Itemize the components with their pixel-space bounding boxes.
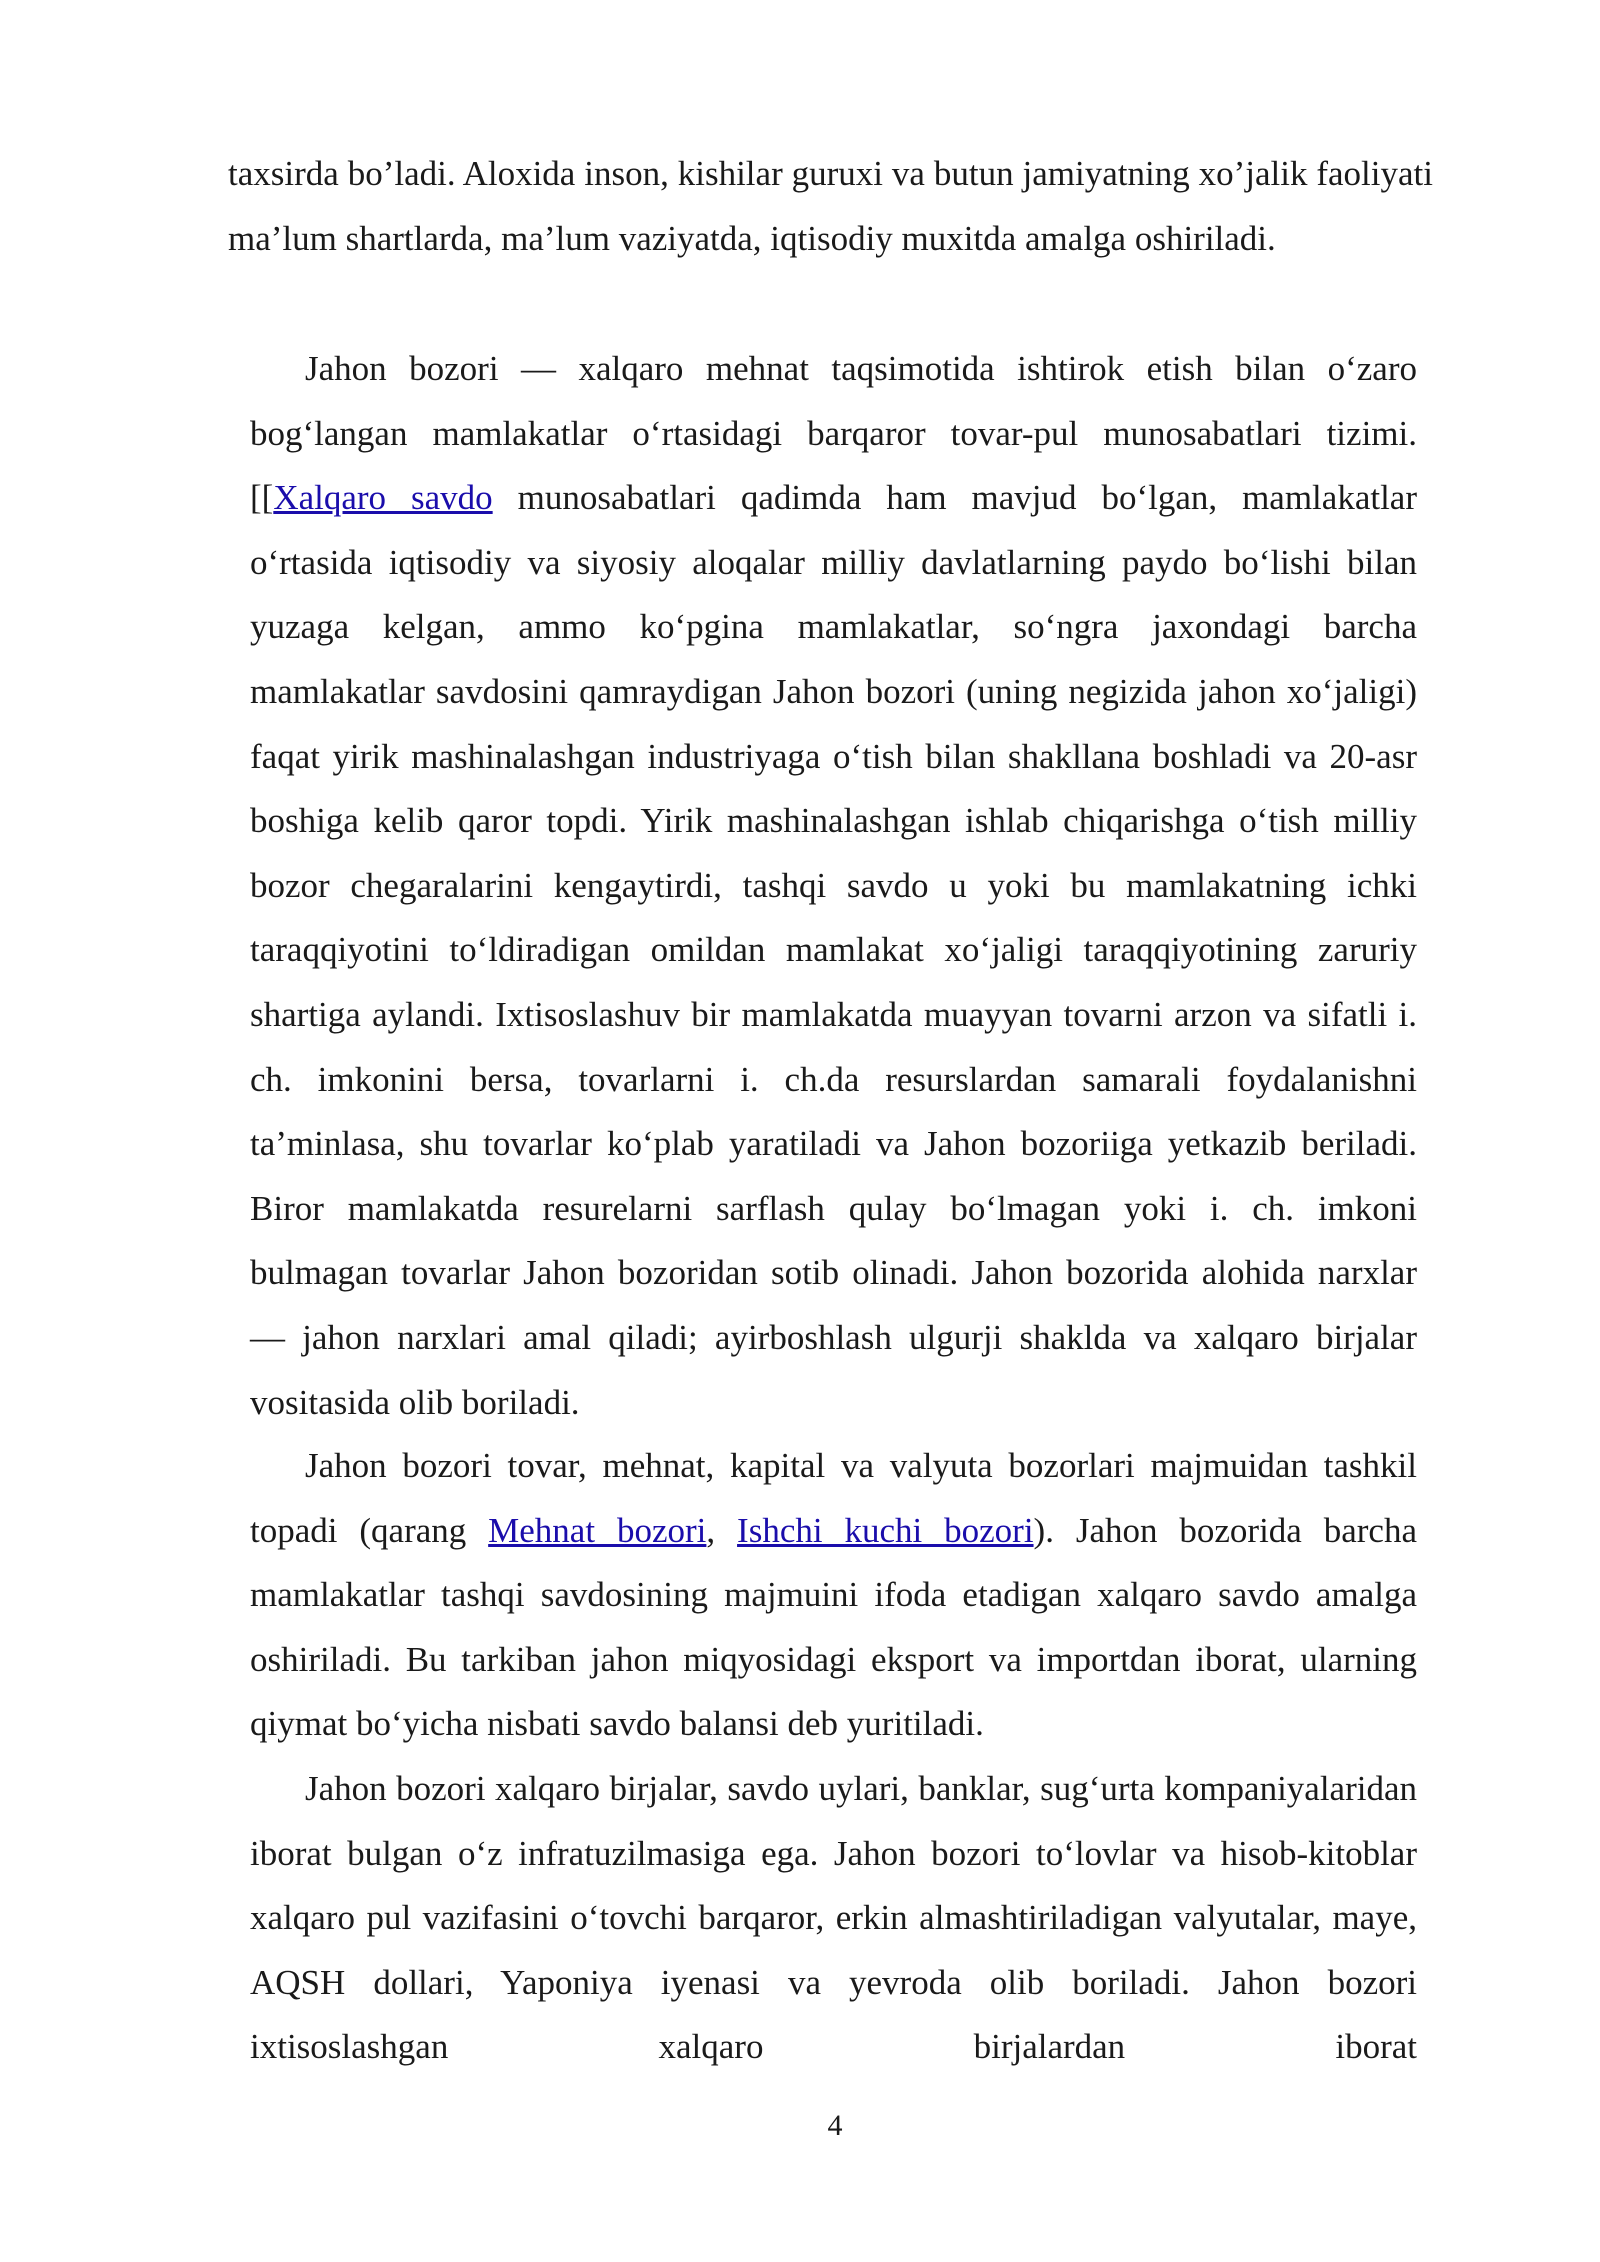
paragraph-2-lead: Jahon bozori — xalqaro mehnat taqsimotida ishtirok etish bilan oʻzaro bogʻlangan mamlakatlar oʻrtasidagi barqaror tovar-pul munosabatlari tizimi. [[ — [250, 349, 1417, 518]
xalqaro-savdo-link[interactable]: Xalqaro savdo — [273, 478, 493, 518]
paragraph-3 — [250, 1434, 1417, 1757]
link-separator: , — [706, 1510, 738, 1550]
paragraph-2 — [250, 337, 1417, 1435]
paragraph-3-rest: ). Jahon bozorida barcha mamlakatlar tashqi savdosining majmuini ifoda etadigan xalqaro savdo amalga oshiriladi. Bu tarkiban jahon miqyosidagi eksport va importdan iborat, ularning qiymat boʻyicha nisbati savdo balansi deb yuritiladi. — [250, 1510, 1417, 1744]
ishchi-kuchi-bozori-link[interactable]: Ishchi kuchi bozori — [737, 1510, 1034, 1550]
paragraph-2-rest: munosabatlari qadimda ham mavjud boʻlgan, mamlakatlar oʻrtasida iqtisodiy va siyosiy aloqalar milliy davlatlarning paydo boʻlishi bilan yuzaga kelgan, ammo koʻpgina mamlakatlar, soʻngra jaxondagi barcha mamlakatlar savdosini qamraydigan Jahon bozori (uning negizida jahon xoʻjaligi) faqat yirik mashinalashgan industriyaga oʻtish bilan shakllana boshladi va 20-asr boshiga kelib qaror topdi. Yirik mashinalashgan ishlab chiqarishga oʻtish milliy bozor chegaralarini kengaytirdi, tashqi savdo u yoki bu mamlakatning ichki taraqqiyotini toʻldiradigan omildan mamlakat xoʻjaligi taraqqiyotining zaruriy shartiga aylandi. Ixtisoslashuv bir mamlakatda muayyan tovarni arzon va sifatli i. ch. imkonini bersa, tovarlarni i. ch.da resurslardan samarali foydalanishni ta’minlasa, shu tovarlar koʻplab yaratiladi va Jahon bozoriiga yetkazib beriladi. Biror mamlakatda resurelarni sarflash qulay boʻlmagan yoki i. ch. imkoni bulmagan tovarlar Jahon bozoridan sotib olinadi. Jahon bozorida alohida narxlar — jahon narxlari amal qiladi; ayirboshlash ulgurji shaklda va xalqaro birjalar vositasida olib boriladi. — [250, 478, 1417, 1422]
mehnat-bozori-link[interactable]: Mehnat bozori — [488, 1510, 707, 1550]
paragraph-1: taxsirda bo’ladi. Aloxida inson, kishilar guruxi va butun jamiyatning xo’jalik faoliyati ma’lum shartlarda, ma’lum vaziyatda, iqtisodiy muxitda amalga oshiriladi. — [228, 154, 1433, 258]
paragraph-3-lead: Jahon bozori tovar, mehnat, kapital va valyuta bozorlari majmuidan tashkil topadi (qarang — [250, 1446, 1417, 1550]
paragraph-4: Jahon bozori xalqaro birjalar, savdo uylari, banklar, sugʻurta kompaniyalaridan iborat bulgan oʻz infratuzilmasiga ega. Jahon bozori toʻlovlar va hisob-kitoblar xalqaro pul vazifasini oʻtovchi barqaror, erkin almashtiriladigan valyutalar, maye, AQSH dollari, Yaponiya iyenasi va yevroda olib boriladi. Jahon bozori ixtisoslashgan xalqaro birjalardan iborat — [250, 1769, 1417, 2067]
page-number: 4 — [827, 2109, 843, 2142]
